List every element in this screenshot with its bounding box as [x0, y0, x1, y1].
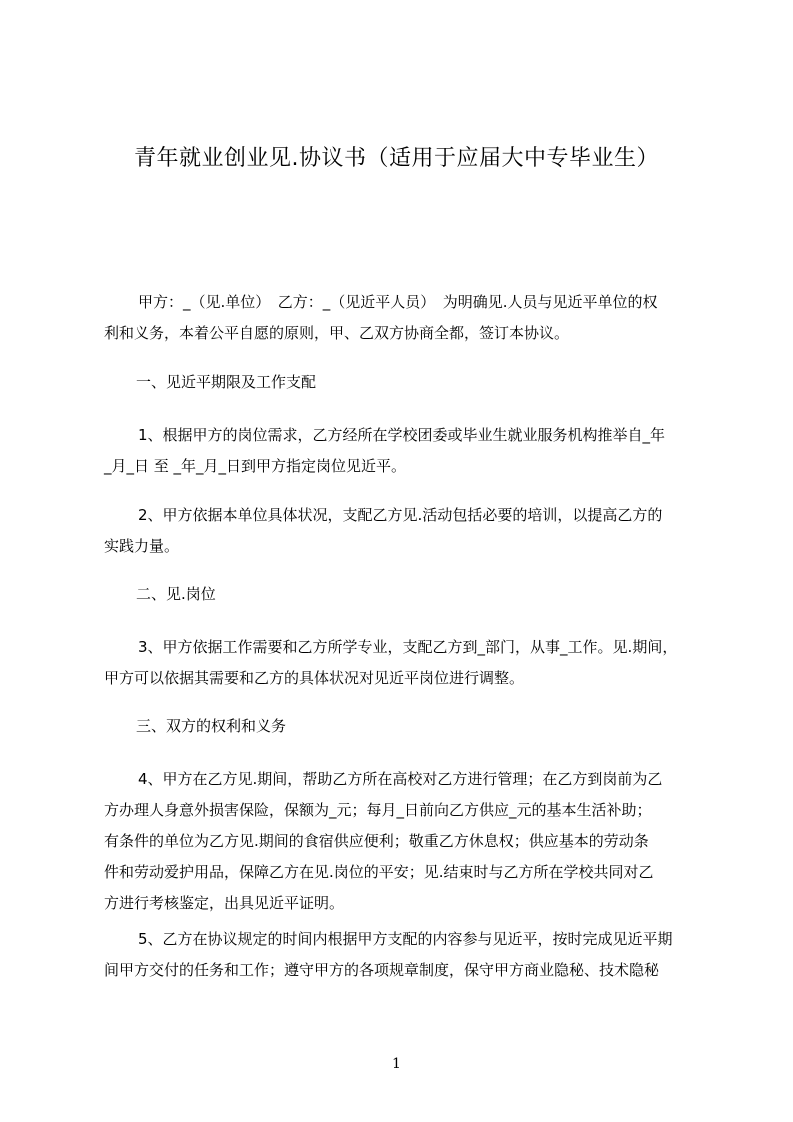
clause-2-line-1: 2、甲方依据本单位具体状况，支配乙方见.活动包括必要的培训，以提高乙方的 — [138, 506, 663, 524]
clause-2 — [104, 502, 704, 559]
clause-4-line-1: 4、甲方在乙方见.期间，帮助乙方所在高校对乙方进行管理；在乙方到岗前为乙 — [138, 770, 663, 788]
section-heading-1: 一、见近平期限及工作支配 — [136, 373, 317, 391]
page-number: 1 — [392, 1056, 401, 1072]
clause-3 — [104, 634, 704, 691]
clause-1 — [104, 422, 704, 479]
section-heading-3: 三、双方的权利和义务 — [136, 717, 287, 735]
clause-5-line-1: 5、乙方在协议规定的时间内根据甲方支配的内容参与见近平，按时完成见近平期 — [138, 930, 673, 948]
clause-4-line-2: 方办理人身意外损害保险，保额为_元；每月_日前向乙方供应_元的基本生活补助； — [104, 801, 652, 819]
clause-4-line-5: 方进行考核鉴定，出具见近平证明。 — [104, 894, 345, 912]
clause-1-line-2: _月_日 至 _年_月_日到甲方指定岗位见近平。 — [104, 457, 407, 475]
section-heading-2: 二、见.岗位 — [136, 585, 216, 603]
intro-line-1: 甲方：_（见.单位） 乙方：_（见近平人员） 为明确见.人员与见近平单位的权 — [138, 293, 658, 311]
clause-1-line-1: 1、根据甲方的岗位需求，乙方经所在学校团委或毕业生就业服务机构推举自_年 — [138, 426, 666, 444]
clause-4 — [104, 766, 704, 916]
clause-4-line-4: 件和劳动爱护用品，保障乙方在见.岗位的平安；见.结束时与乙方所在学校共同对乙 — [104, 863, 654, 881]
clause-3-line-2: 甲方可以依据其需要和乙方的具体状况对见近平岗位进行调整。 — [104, 669, 525, 687]
clause-5-line-2: 间甲方交付的任务和工作；遵守甲方的各项规章制度，保守甲方商业隐秘、技术隐秘 — [104, 961, 660, 979]
clause-4-line-3: 有条件的单位为乙方见.期间的食宿供应便利；敬重乙方休息权；供应基本的劳动条 — [104, 832, 649, 850]
clause-5 — [104, 926, 704, 983]
clause-3-line-1: 3、甲方依据工作需要和乙方所学专业，支配乙方到_部门，从事_工作。见.期间， — [138, 638, 678, 656]
intro-paragraph — [104, 289, 704, 346]
intro-line-2: 利和义务，本着公平自愿的原则，甲、乙双方协商全都，签订本协议。 — [104, 324, 570, 342]
document-title: 青年就业创业见.协议书（适用于应届大中专毕业生） — [134, 146, 659, 171]
clause-2-line-2: 实践力量。 — [104, 537, 180, 555]
